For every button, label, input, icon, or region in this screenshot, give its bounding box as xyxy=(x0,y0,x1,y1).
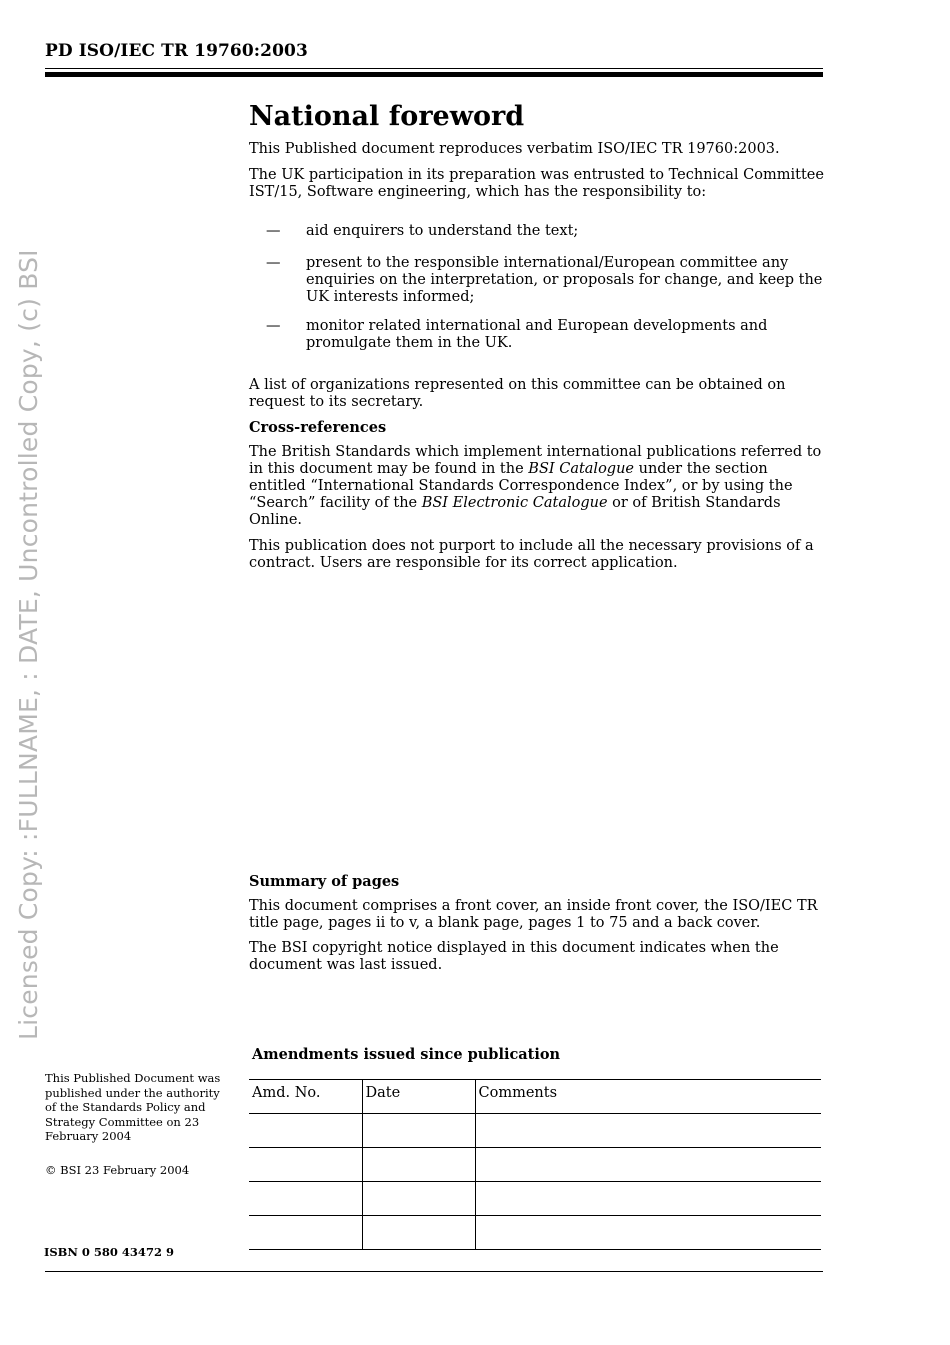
bsi-catalogue-title: BSI Catalogue xyxy=(528,461,635,477)
crossref-text: or of British Standards Online. xyxy=(249,495,781,528)
license-watermark: Licensed Copy: :FULLNAME, : DATE, Uncontrolled Copy, (c) BSI xyxy=(14,249,43,1040)
footer-rule xyxy=(45,1271,823,1272)
list-item-text: monitor related international and European developments and promulgate them in the UK. xyxy=(306,318,768,351)
document-id: PD ISO/IEC TR 19760:2003 xyxy=(45,41,308,61)
amendments-title: Amendments issued since publication xyxy=(252,1046,561,1063)
bsi-electronic-catalogue-title: BSI Electronic Catalogue xyxy=(421,495,608,511)
table-cell xyxy=(475,1114,821,1148)
table-cell xyxy=(475,1182,821,1216)
crossref-text: The British Standards which implement international publications referred to in this document may be found in the xyxy=(249,444,822,477)
header-rule-thick xyxy=(45,72,823,77)
summary-paragraph-2: The BSI copyright notice displayed in this document indicates when the document was last issued. xyxy=(249,940,779,973)
summary-paragraph-1: This document comprises a front cover, an inside front cover, the ISO/IEC TR title page, pages ii to v, a blank page, pages 1 to 75 and a back cover. xyxy=(249,898,818,931)
committee-note xyxy=(249,377,825,572)
amendments-table xyxy=(249,1079,821,1250)
column-header-date: Date xyxy=(362,1080,475,1114)
table-cell xyxy=(249,1148,362,1182)
table-cell xyxy=(249,1114,362,1148)
table-cell xyxy=(362,1182,475,1216)
cross-references-paragraph-2: This publication does not purport to include all the necessary provisions of a contract. Users are responsible for its correct application. xyxy=(249,538,814,571)
list-dash: — xyxy=(266,255,281,271)
list-item xyxy=(249,255,825,306)
list-item-text: aid enquirers to understand the text; xyxy=(306,223,579,239)
table-row xyxy=(249,1148,821,1182)
table-cell xyxy=(475,1148,821,1182)
foreword-paragraph-2: The UK participation in its preparation was entrusted to Technical Committee IST/15, Software engineering, which has the responsibility to: xyxy=(249,167,824,200)
table-cell xyxy=(362,1148,475,1182)
crossref-text: under the section entitled “International Standards Correspondence Index”, or by using the “Search” facility of the xyxy=(249,461,793,511)
foreword-paragraph-1: This Published document reproduces verbatim ISO/IEC TR 19760:2003. xyxy=(249,141,780,157)
table-cell xyxy=(249,1216,362,1250)
list-dash: — xyxy=(266,318,281,334)
foreword-intro xyxy=(249,141,825,201)
responsibility-list xyxy=(249,223,825,352)
table-cell xyxy=(475,1216,821,1250)
table-cell xyxy=(362,1216,475,1250)
header-rule-thin xyxy=(45,68,823,69)
list-dash: — xyxy=(266,223,281,239)
cross-references-heading: Cross-references xyxy=(249,419,387,436)
publication-authority-note: This Published Document was published under the authority of the Standards Policy and Strategy Committee on 23 February 2004 xyxy=(45,1071,221,1143)
copyright-notice: © BSI 23 February 2004 xyxy=(45,1163,190,1177)
summary-section xyxy=(249,873,825,974)
column-header-amd-no: Amd. No. xyxy=(249,1080,362,1114)
table-cell xyxy=(249,1182,362,1216)
isbn: ISBN 0 580 43472 9 xyxy=(44,1245,174,1259)
summary-of-pages-heading: Summary of pages xyxy=(249,873,400,890)
list-item xyxy=(249,318,825,352)
list-item xyxy=(249,223,825,240)
table-row xyxy=(249,1182,821,1216)
table-header-row xyxy=(249,1080,821,1114)
list-item-text: present to the responsible international/European committee any enquiries on the interpretation, or proposals for change, and keep the UK interests informed; xyxy=(306,255,823,305)
national-foreword-heading: National foreword xyxy=(249,101,525,132)
cross-references-paragraph-1 xyxy=(249,444,825,529)
table-row xyxy=(249,1216,821,1250)
table-row xyxy=(249,1114,821,1148)
column-header-comments: Comments xyxy=(475,1080,821,1114)
table-cell xyxy=(362,1114,475,1148)
foreword-paragraph-3: A list of organizations represented on this committee can be obtained on request to its secretary. xyxy=(249,377,786,410)
